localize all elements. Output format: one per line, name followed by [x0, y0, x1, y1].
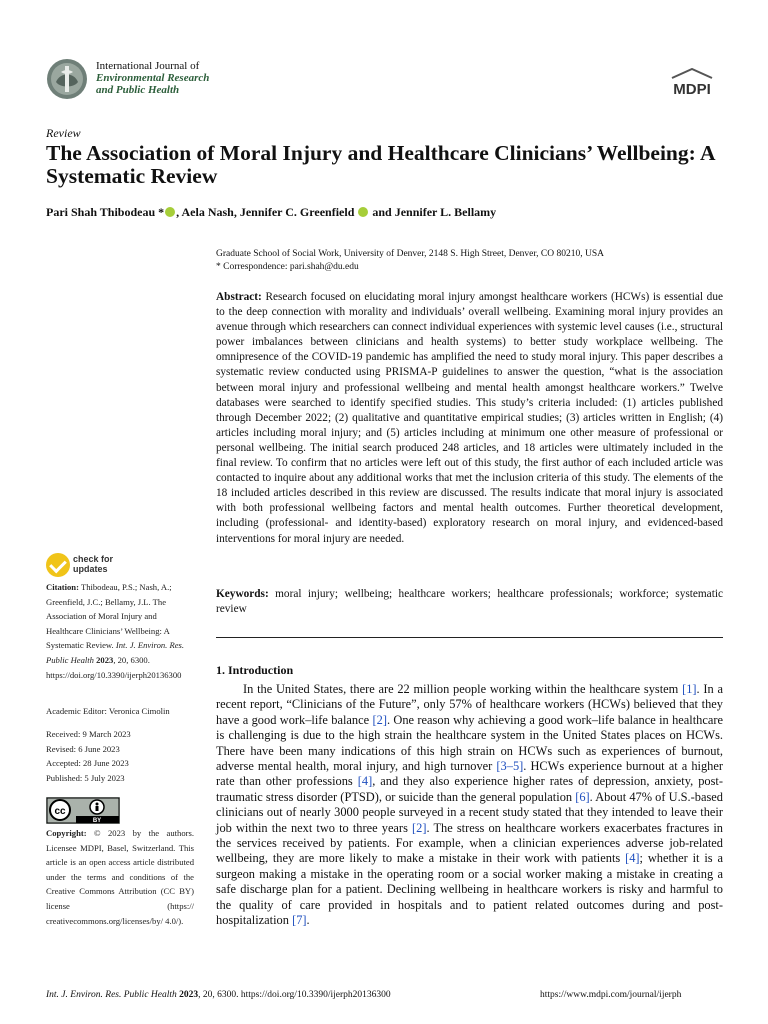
- citation-link[interactable]: [4]: [625, 851, 640, 866]
- copyright-notice: [46, 826, 194, 928]
- citation-link[interactable]: [2]: [412, 820, 427, 835]
- copyright-text: © 2023 by the authors. Licensee MDPI, Basel, Switzerland. This article is an open access article distributed under the terms and conditions of the Creative Commons Attribution (CC BY) license (https:// creativecommons.org/licenses/by/ 4.0/).: [46, 828, 194, 926]
- text-span: In the United States, there are 22 million people working within the healthcare system: [243, 682, 683, 696]
- author-list: [46, 205, 496, 220]
- journal-name: [96, 60, 209, 96]
- check-for-updates-label: [73, 554, 113, 574]
- abstract: [216, 290, 723, 547]
- text-span: .: [306, 913, 310, 928]
- publisher-name: MDPI: [673, 81, 711, 98]
- journal-name-line3: and Public Health: [96, 84, 180, 96]
- introduction-text: [216, 682, 723, 929]
- cc-icon: cc: [54, 806, 66, 817]
- citation-block: [46, 580, 194, 682]
- accepted-date: Accepted: 28 June 2023: [46, 758, 129, 769]
- text-span: . About 47% of U.S.-based clinicians out of nearly 3000 people surveyed in a recent study stated that they intended to leave their job within the next two to three years: [216, 789, 723, 835]
- author-4[interactable]: and Jennifer L. Bellamy: [369, 205, 497, 219]
- citation-journal: Int. J. Environ. Res. Public Health: [46, 640, 185, 665]
- footer-journal-url[interactable]: https://www.mdpi.com/journal/ijerph: [540, 990, 682, 1000]
- orcid-icon[interactable]: [165, 207, 175, 217]
- keywords-text: moral injury; wellbeing; healthcare workers; healthcare professionals; workforce; systematic review: [216, 588, 723, 616]
- footer-citation: [46, 990, 391, 1000]
- footer-year: 2023: [176, 990, 199, 1000]
- journal-logo: [46, 58, 88, 100]
- footer-doi[interactable]: , 20, 6300. https://doi.org/10.3390/ijerph20136300: [198, 990, 391, 1000]
- keywords-label: Keywords:: [216, 588, 269, 600]
- article-type: Review: [46, 126, 81, 140]
- academic-editor: Academic Editor: Veronica Cimolin: [46, 706, 170, 716]
- citation-doi[interactable]: , 20, 6300. https://doi.org/10.3390/ijerph20136300: [46, 654, 182, 680]
- text-span: ; whether it is a surgeon making a mistake in the operating room or a social worker making a mistake in creating a safe discharge plan for a patient. Declining wellbeing in healthcare workers is risky and harmful to the quality of care provided in hospitals and to patient related outcomes during and post-hospitalization: [216, 851, 723, 928]
- citation-link[interactable]: [7]: [292, 913, 307, 928]
- affiliation-block: [216, 248, 726, 274]
- cc-by-license-badge[interactable]: [46, 797, 120, 824]
- by-label: BY: [92, 818, 102, 824]
- citation-label: Citation:: [46, 582, 79, 592]
- publication-dates: [46, 727, 194, 785]
- publisher-logo: [666, 68, 718, 100]
- check-for-updates-button[interactable]: [46, 553, 156, 579]
- text-span: . HCWs experience burnout at a higher rate than other professions: [216, 759, 723, 789]
- intro-paragraph: [216, 682, 723, 929]
- section-heading: 1. Introduction: [216, 663, 294, 677]
- citation-link[interactable]: [4]: [357, 774, 373, 789]
- author-2-3[interactable]: , Aela Nash, Jennifer C. Greenfield: [176, 205, 355, 219]
- abstract-label: Abstract:: [216, 291, 262, 303]
- affiliation: Graduate School of Social Work, University of Denver, 2148 S. High Street, Denver, CO 80210, USA: [216, 249, 605, 259]
- text-span: . In a recent report, “Clinicians of the Future”, only 57% of healthcare workers (HCWs) believed that they have a good work–life balance: [216, 682, 723, 727]
- author-1[interactable]: Pari Shah Thibodeau *: [46, 205, 165, 219]
- orcid-icon[interactable]: [358, 207, 368, 217]
- citation-text: Thibodeau, P.S.; Nash, A.; Greenfield, J.C.; Bellamy, J.L. The Association of Moral Injury and Healthcare Clinicians’ Wellbeing: A Systematic Review.: [46, 582, 172, 651]
- text-span: , and they also experience higher rates of depression, anxiety, post-traumatic stress disorder (PTSD), or suicide than the general population: [216, 774, 723, 804]
- citation-link[interactable]: [2]: [372, 712, 387, 727]
- copyright-label: Copyright:: [46, 828, 87, 838]
- keywords: [216, 587, 723, 617]
- journal-name-line2: Environmental Research: [96, 72, 210, 84]
- citation-link[interactable]: [1]: [682, 682, 697, 696]
- text-span: . One reason why achieving a good work–life balance in healthcare is challenging is due to the high strain the healthcare system in the United States places on HCWs. There have been many indications of this high strain on HCWs such as experiences of burnout, adverse mental health, moral injury, and high turnover: [216, 712, 723, 774]
- received-date: Received: 9 March 2023: [46, 729, 131, 739]
- citation-link[interactable]: [6]: [575, 789, 590, 804]
- text-span: . The stress on healthcare workers exacerbates fractures in the services received by patients. For example, when a clinician experiences adverse job-related wellbeing, they are more likely to make a mistake in their work with patients: [216, 820, 723, 866]
- checkmark-icon: [46, 553, 70, 577]
- section-divider: [216, 637, 723, 638]
- published-date: Published: 5 July 2023: [46, 772, 125, 783]
- abstract-text: Research focused on elucidating moral injury amongst healthcare workers (HCWs) is essential due to the deep connection with morality and individuals’ overall wellbeing. Examining moral injury provides an avenue through which researchers can connect individual experiences with systemic level causes (i.e., structural power imbalances between clinicians and health systems) to better study workplace wellbeing. The omnipresence of the COVID-19 pandemic has amplified the need to study moral injury. This paper describes a systematic review conducted using PRISMA-P guidelines to answer the question, “what is the association between moral injury and professional wellbeing and mental health amongst healthcare workers.” Twelve databases were searched to identify specified studies. This study’s criteria included: (1) articles published through December 2022; (2) qualitative and quantitative empirical studies; (3) articles written in English; (4) articles including moral injury; and (5) articles including at minimum one other measure of professional or personal wellbeing. The initial search produced 248 articles, and 18 articles were ultimately included in the final review. To confirm that no articles were left out of this study, the first author of each included article was contacted to inquire about any additional works that met the inclusion criteria of this study. The elements of the 18 included articles described in this review are discussed. The results indicate that moral injury is associated with both professional wellbeing factors and mental health outcomes. Further theoretical development, including (professional- and identity-based) exploratory research on moral injury, and evidenced-based interventions for moral injury are needed.: [216, 291, 723, 545]
- article-title: The Association of Moral Injury and Healthcare Clinicians’ Wellbeing: A Systematic Review: [46, 141, 715, 188]
- check-line-2: updates: [73, 564, 108, 574]
- check-line-1: check for: [73, 554, 114, 564]
- journal-name-line1: International Journal of: [96, 60, 200, 72]
- citation-year: 2023: [93, 654, 114, 665]
- correspondence: * Correspondence: pari.shah@du.edu: [216, 262, 359, 272]
- footer-journal: Int. J. Environ. Res. Public Health: [46, 990, 177, 1000]
- citation-link[interactable]: [3–5]: [496, 759, 524, 774]
- revised-date: Revised: 6 June 2023: [46, 743, 120, 754]
